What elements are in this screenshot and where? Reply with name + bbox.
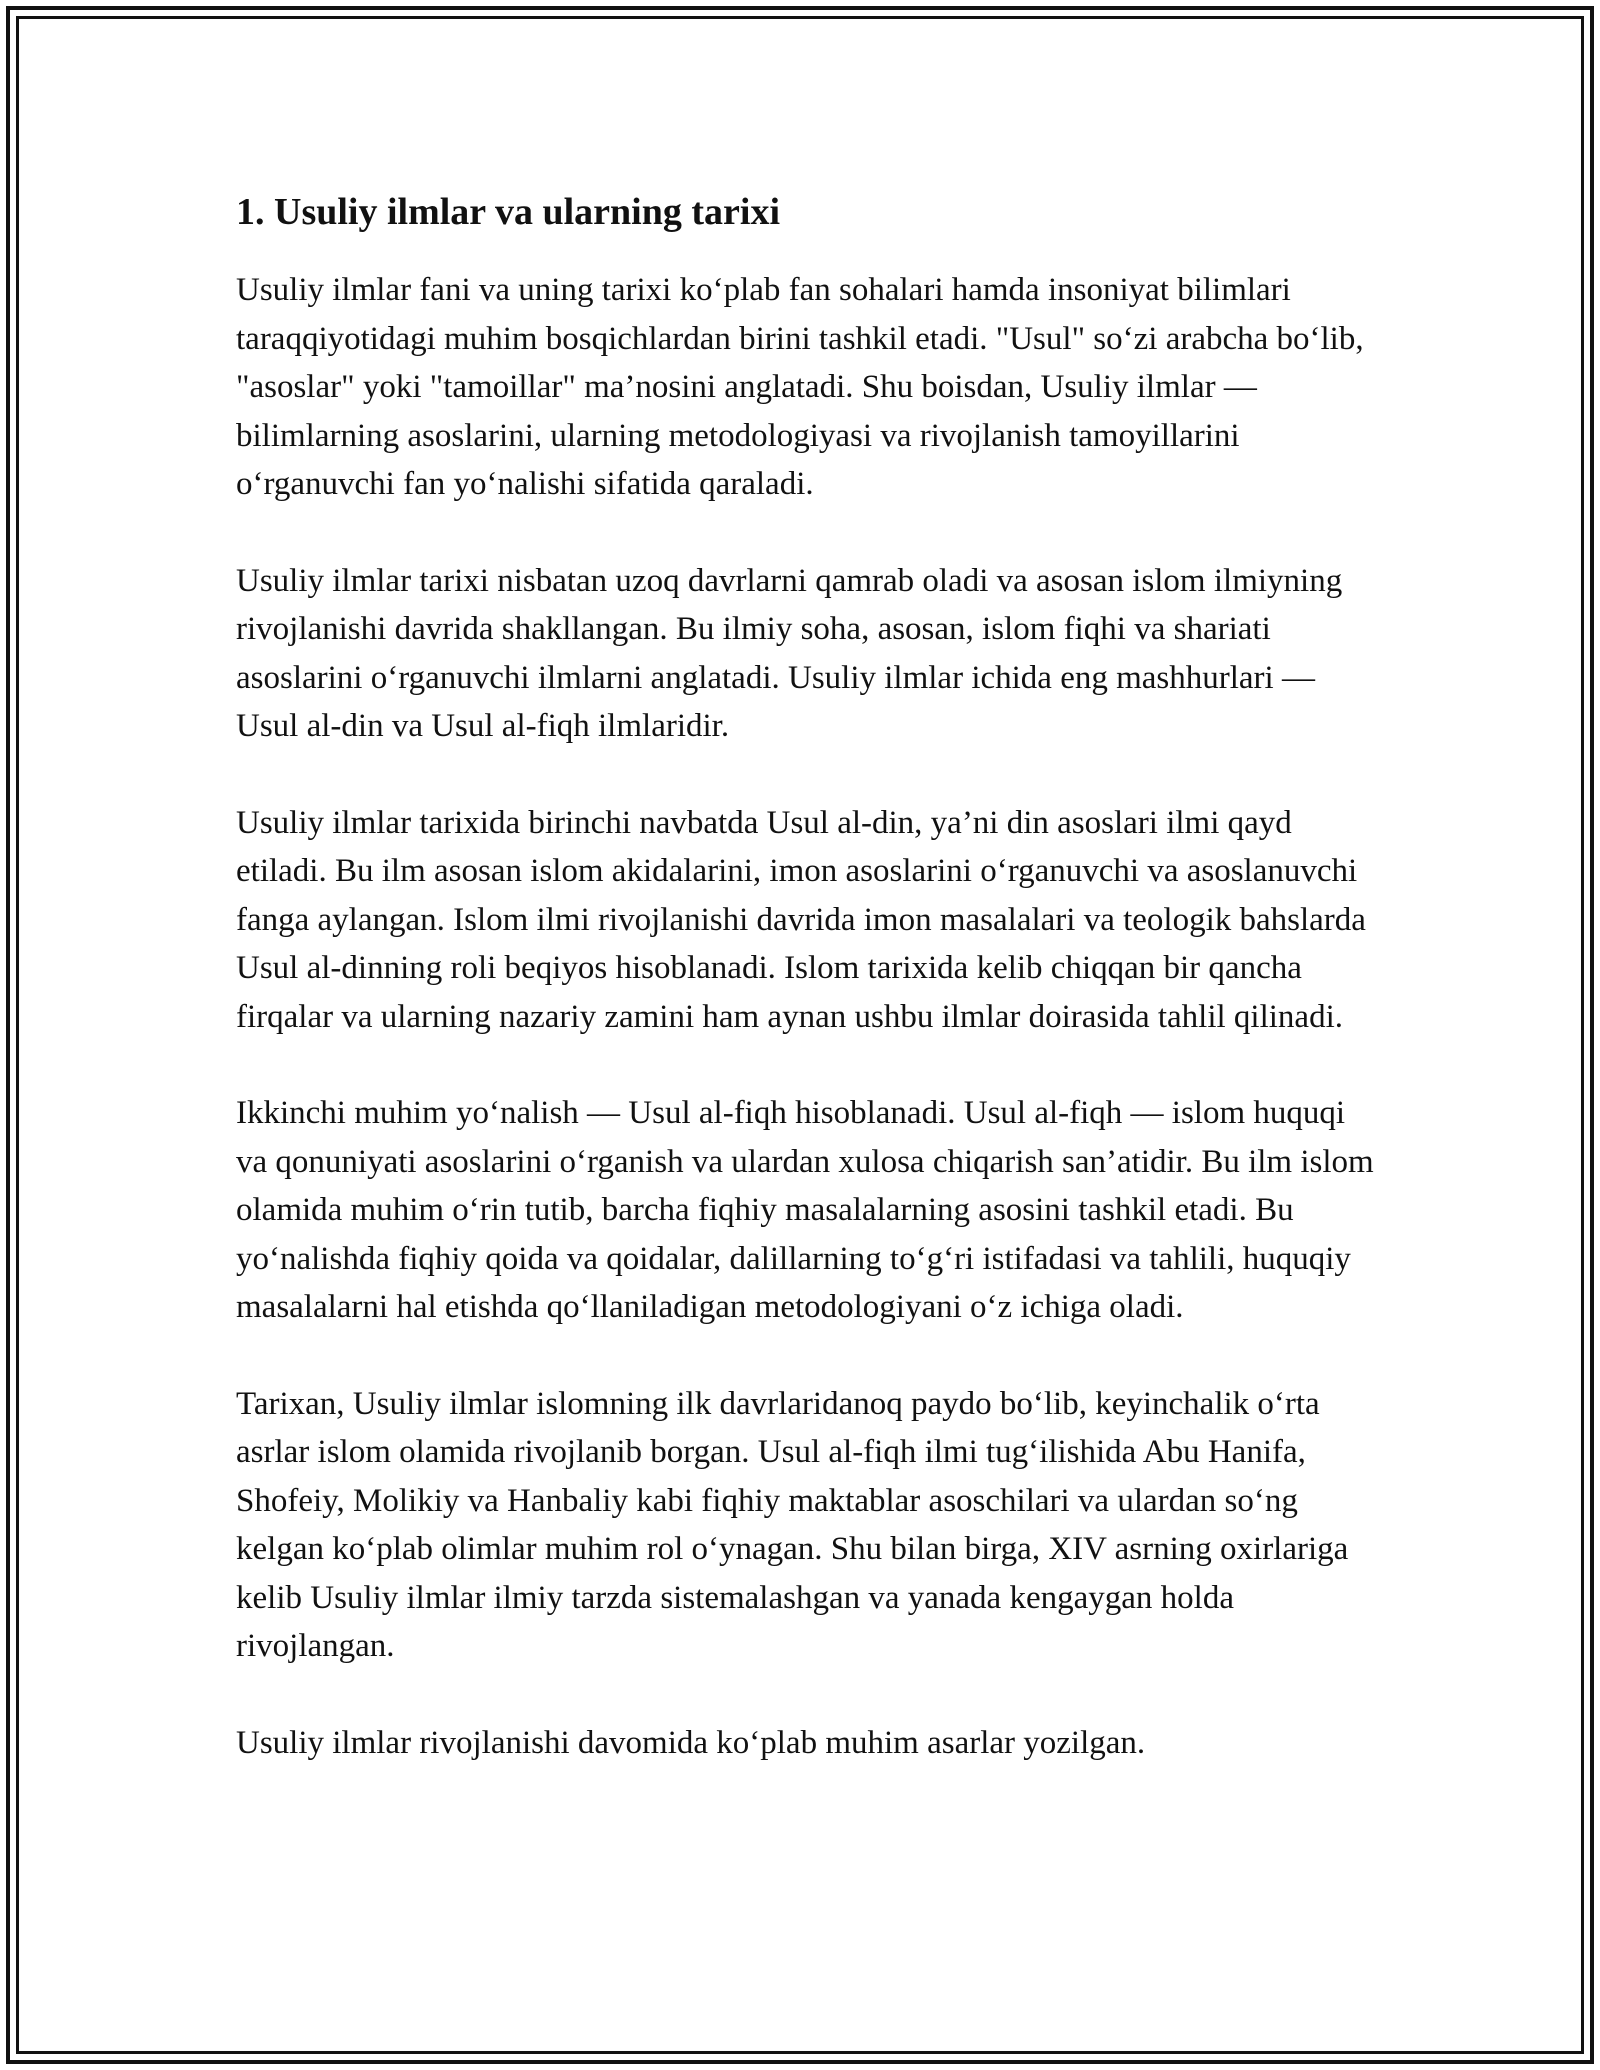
document-body <box>236 186 1376 1815</box>
paragraph-6: Usuliy ilmlar rivojlanishi davomida ko‘plab muhim asarlar yozilgan. <box>236 1724 1146 1761</box>
paragraph-5: Tarixan, Usuliy ilmlar islomning ilk davrlaridanoq paydo bo‘lib, keyinchalik o‘rta asrlar islom olamida rivojlanib borgan. Usul al-fiqh ilmi tug‘ilishida Abu Hanifa, Shofeiy, Molikiy va Hanbaliy kabi fiqhiy maktablar asoschilari va ulardan so‘ng kelgan ko‘plab olimlar muhim rol o‘ynagan. Shu bilan birga, XIV asrning oxirlariga kelib Usuliy ilmlar ilmiy tarzda sistemalashgan va yanada kengaygan holda rivojlangan. <box>236 1385 1349 1664</box>
paragraph-4: Ikkinchi muhim yo‘nalish — Usul al-fiqh hisoblanadi. Usul al-fiqh — islom huquqi va qonuniyati asoslarini o‘rganish va ulardan xulosa chiqarish san’atidir. Bu ilm islom olamida muhim o‘rin tutib, barcha fiqhiy masalalarning asosini tashkil etadi. Bu yo‘nalishda fiqhiy qoida va qoidalar, dalillarning to‘g‘ri istifadasi va tahlili, huquqiy masalalarni hal etishda qo‘llaniladigan metodologiyani o‘z ichiga oladi. <box>236 1095 1374 1325</box>
section-heading: 1. Usuliy ilmlar va ularning tarixi <box>236 191 781 233</box>
paragraph-2: Usuliy ilmlar tarixi nisbatan uzoq davrlarni qamrab oladi va asosan islom ilmiyning rivojlanishi davrida shakllangan. Bu ilmiy soha, asosan, islom fiqhi va shariati asoslarini o‘rganuvchi ilmlarni anglatadi. Usuliy ilmlar ichida eng mashhurlari — Usul al-din va Usul al-fiqh ilmlaridir. <box>236 562 1343 744</box>
paragraph-1: Usuliy ilmlar fani va uning tarixi ko‘plab fan sohalari hamda insoniyat bilimlari taraqqiyotidagi muhim bosqichlardan birini tashkil etadi. "Usul" so‘zi arabcha bo‘lib, "asoslar" yoki "tamoillar" ma’nosini anglatadi. Shu boisdan, Usuliy ilmlar — bilimlarning asoslarini, ularning metodologiyasi va rivojlanish tamoyillarini o‘rganuvchi fan yo‘nalishi sifatida qaraladi. <box>236 272 1364 502</box>
paragraph-3: Usuliy ilmlar tarixida birinchi navbatda Usul al-din, ya’ni din asoslari ilmi qayd etiladi. Bu ilm asosan islom akidalarini, imon asoslarini o‘rganuvchi va asoslanuvchi fanga aylangan. Islom ilmi rivojlanishi davrida imon masalalari va teologik bahslarda Usul al-dinning roli beqiyos hisoblanadi. Islom tarixida kelib chiqqan bir qancha firqalar va ularning nazariy zamini ham aynan ushbu ilmlar doirasida tahlil qilinadi. <box>236 804 1366 1035</box>
